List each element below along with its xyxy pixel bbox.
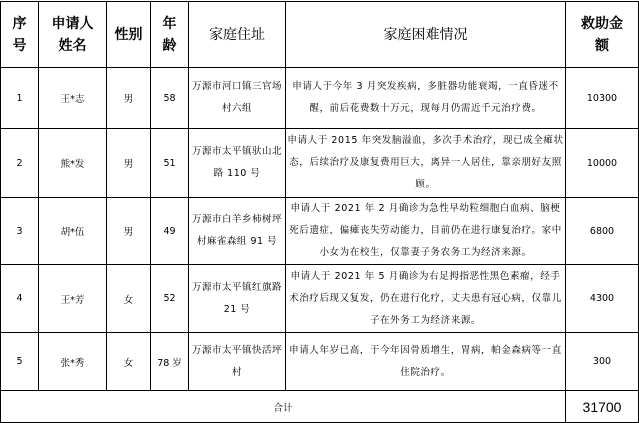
header-address: 家庭住址 xyxy=(189,2,286,68)
header-name-line2: 姓名 xyxy=(58,37,87,54)
table-row xyxy=(1,198,639,265)
cell-gender: 男 xyxy=(107,68,151,129)
relief-table xyxy=(0,1,639,423)
cell-hardship: 申请人于今年 3 月突发疾病，多脏器功能衰竭，一直昏迷不醒，前后花费数十万元，现每月仍需近千元治疗费。 xyxy=(286,68,566,129)
header-name xyxy=(39,2,107,68)
cell-gender: 男 xyxy=(107,129,151,198)
header-hardship: 家庭困难情况 xyxy=(286,2,566,68)
cell-amount: 4300 xyxy=(566,265,639,333)
table-row xyxy=(1,333,639,391)
header-gender: 性别 xyxy=(107,2,151,68)
cell-name: 胡*伍 xyxy=(39,198,107,265)
cell-age: 51 xyxy=(151,129,189,198)
header-name-line1: 申请人 xyxy=(51,15,94,32)
cell-index: 4 xyxy=(1,265,39,333)
header-index-line1: 序 xyxy=(12,15,27,32)
cell-address: 万源市太平镇快活坪村 xyxy=(189,333,286,391)
cell-address: 万源市河口镇三官场村六组 xyxy=(189,68,286,129)
header-amount xyxy=(566,2,639,68)
cell-amount: 10300 xyxy=(566,68,639,129)
cell-gender: 女 xyxy=(107,265,151,333)
cell-index: 5 xyxy=(1,333,39,391)
cell-gender: 女 xyxy=(107,333,151,391)
table-row xyxy=(1,129,639,198)
cell-address: 万源市太平镇红旗路 21 号 xyxy=(189,265,286,333)
cell-amount: 6800 xyxy=(566,198,639,265)
cell-name: 王*芳 xyxy=(39,265,107,333)
header-index-line2: 号 xyxy=(12,37,27,54)
total-row xyxy=(1,391,639,423)
cell-index: 3 xyxy=(1,198,39,265)
cell-index: 1 xyxy=(1,68,39,129)
header-index xyxy=(1,2,39,68)
cell-hardship: 申请人于 2015 年突发脑溢血，多次手术治疗，现已成全瘫状态，后续治疗及康复费用巨大，离异一人居住，靠亲朋好友照顾。 xyxy=(286,129,566,198)
cell-hardship: 申请人于 2021 年 2 月确诊为急性早幼粒细胞白血病、脑梗死后遗症，偏瘫丧失劳动能力，目前仍在进行康复治疗。家中小女为在校生，仅靠妻子务农务工为经济来源。 xyxy=(286,198,566,265)
cell-index: 2 xyxy=(1,129,39,198)
cell-hardship: 申请人于 2021 年 5 月确诊为右足拇指恶性黑色素瘤，经手术治疗后现又复发，仍在进行化疗，丈夫患有冠心病，仅靠儿子在外务工为经济来源。 xyxy=(286,265,566,333)
header-amount-line2: 额 xyxy=(595,37,609,54)
total-value: 31700 xyxy=(566,391,639,423)
cell-amount: 10000 xyxy=(566,129,639,198)
cell-hardship: 申请人年岁已高，于今年因骨质增生，胃病，帕金森病等一直住院治疗。 xyxy=(286,333,566,391)
cell-name: 张*秀 xyxy=(39,333,107,391)
table-row xyxy=(1,265,639,333)
cell-gender: 男 xyxy=(107,198,151,265)
cell-address: 万源市白羊乡柿树坪村麻雀森组 91 号 xyxy=(189,198,286,265)
cell-age: 78 岁 xyxy=(151,333,189,391)
cell-age: 58 xyxy=(151,68,189,129)
cell-amount: 300 xyxy=(566,333,639,391)
header-row xyxy=(1,2,639,68)
header-age xyxy=(151,2,189,68)
cell-name: 熊*发 xyxy=(39,129,107,198)
header-amount-line1: 救助金 xyxy=(581,15,623,32)
cell-age: 52 xyxy=(151,265,189,333)
header-age-line1: 年 xyxy=(162,15,177,32)
header-age-line2: 龄 xyxy=(162,37,177,54)
cell-age: 49 xyxy=(151,198,189,265)
cell-name: 王*志 xyxy=(39,68,107,129)
table-row xyxy=(1,68,639,129)
total-label: 合计 xyxy=(1,391,566,423)
cell-address: 万源市太平镇驮山北路 110 号 xyxy=(189,129,286,198)
